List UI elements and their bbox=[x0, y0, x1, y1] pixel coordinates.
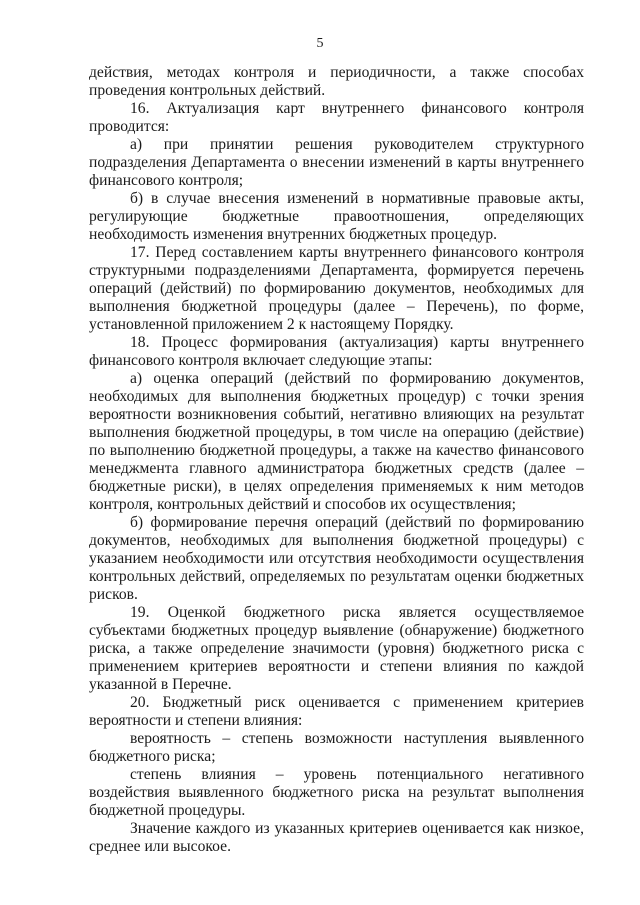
paragraph-17: 17. Перед составлением карты внутреннего финансового контроля структурными подразделениями Департамента, формируется перечень операций (действий) по формированию документов, необходимых для выполнения бюджетной процедуры (далее – Перечень), по форме, установленной приложением 2 к настоящему Порядку. bbox=[89, 244, 584, 333]
paragraph-16-a: а) при принятии решения руководителем структурного подразделения Департамента о внесении изменений в карты внутреннего финансового контроля; bbox=[89, 136, 584, 189]
paragraph-16: 16. Актуализация карт внутреннего финансового контроля проводится: bbox=[89, 100, 584, 135]
paragraph-19: 19. Оценкой бюджетного риска является осуществляемое субъектами бюджетных процедур выявление (обнаружение) бюджетного риска, а также определение значимости (уровня) бюджетного риска с применением критериев вероятности и степени влияния по каждой указанной в Перечне. bbox=[89, 604, 584, 693]
page-number: 5 bbox=[316, 36, 324, 51]
paragraph-20-criteria-values: Значение каждого из указанных критериев оценивается как низкое, среднее или высокое. bbox=[89, 820, 584, 855]
paragraph-18-b: б) формирование перечня операций (действий по формированию документов, необходимых для выполнения бюджетной процедуры) с указанием необходимости или отсутствия необходимости осуществления контрольных действий, определяемых по результатам оценки бюджетных рисков. bbox=[89, 514, 584, 603]
document-body bbox=[89, 64, 584, 856]
paragraph-18: 18. Процесс формирования (актуализация) карты внутреннего финансового контроля включает следующие этапы: bbox=[89, 334, 584, 369]
paragraph-20-impact: степень влияния – уровень потенциального негативного воздействия выявленного бюджетного риска на результат выполнения бюджетной процедуры. bbox=[89, 766, 584, 819]
paragraph-continuation: действия, методах контроля и периодичности, а также способах проведения контрольных действий. bbox=[89, 64, 584, 99]
paragraph-16-b: б) в случае внесения изменений в нормативные правовые акты, регулирующие бюджетные правоотношения, определяющих необходимость изменения внутренних бюджетных процедур. bbox=[89, 190, 584, 243]
paragraph-20: 20. Бюджетный риск оценивается с применением критериев вероятности и степени влияния: bbox=[89, 694, 584, 729]
paragraph-18-a: а) оценка операций (действий по формированию документов, необходимых для выполнения бюджетных процедур) с точки зрения вероятности возникновения событий, негативно влияющих на результат выполнения бюджетной процедуры, в том числе на операцию (действие) по выполнению бюджетной процедуры, а также на качество финансового менеджмента главного администратора бюджетных средств (далее – бюджетные риски), в целях определения применяемых к ним методов контроля, контрольных действий и способов их осуществления; bbox=[89, 370, 584, 513]
paragraph-20-probability: вероятность – степень возможности наступления выявленного бюджетного риска; bbox=[89, 730, 584, 765]
